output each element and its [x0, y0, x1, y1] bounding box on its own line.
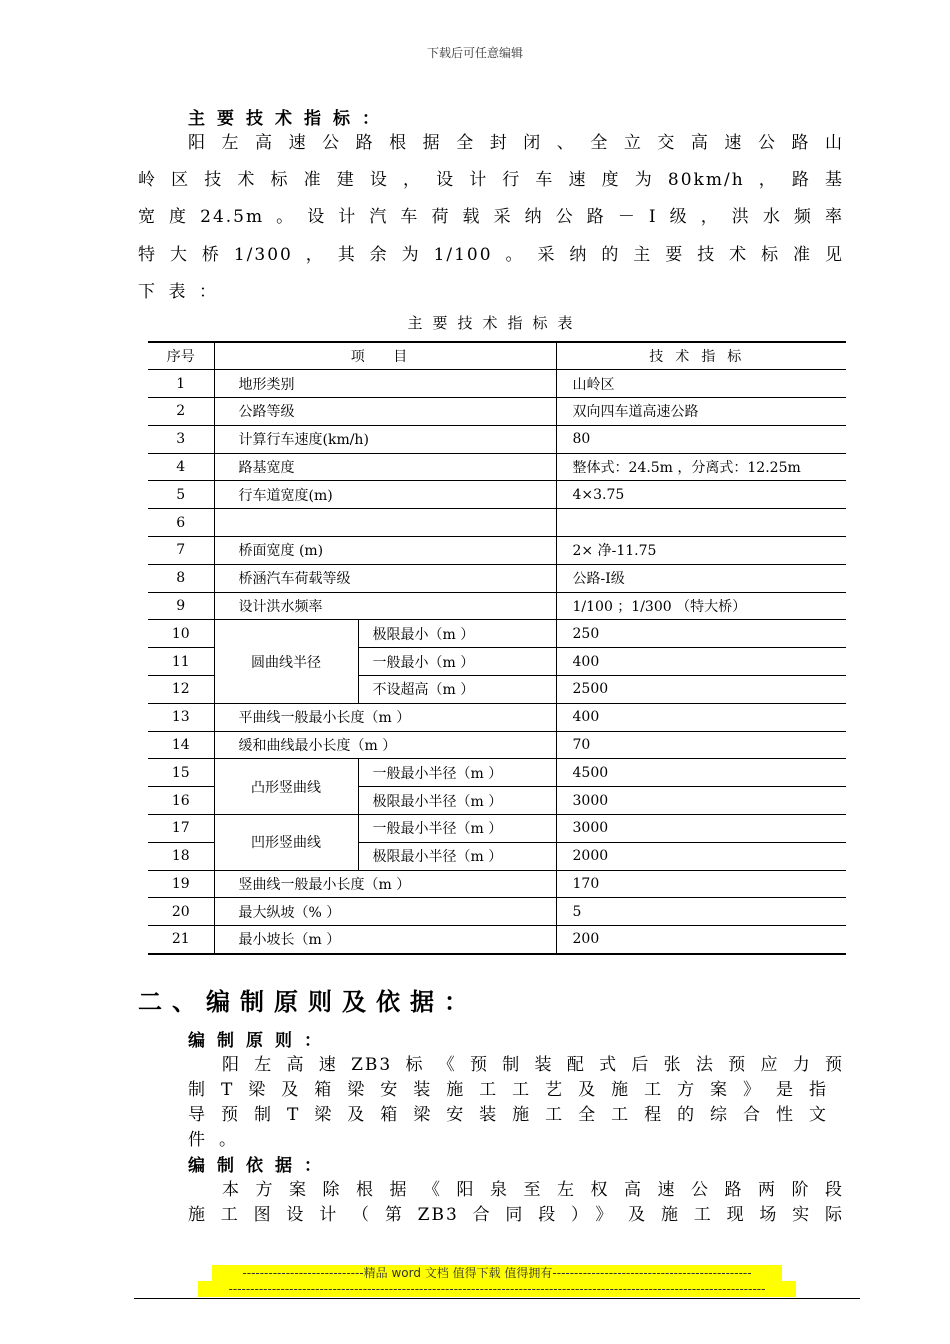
footer-dashes: ----------------------------------------------------------------------------------------------------------------------------: [198, 1281, 796, 1297]
row-value: 2× 净-11.75: [556, 537, 846, 565]
row-item: 最小坡长（m ）: [214, 926, 556, 954]
row-value: 2500: [556, 676, 846, 704]
table-header-row: [148, 342, 846, 370]
section-title: 二、编制原则及依据：: [138, 987, 478, 1016]
row-value: 1/100 ；1/300 （特大桥）: [556, 592, 846, 620]
row-value: 80: [556, 425, 846, 453]
row-no: 3: [148, 425, 214, 453]
header-no: 序号: [148, 342, 214, 370]
row-item: 计算行车速度(km/h): [214, 425, 556, 453]
row-item: 公路等级: [214, 398, 556, 426]
table-row: [148, 620, 846, 648]
row-value: [556, 509, 846, 537]
row-no: 8: [148, 564, 214, 592]
table-row: [148, 537, 846, 565]
row-value: 400: [556, 703, 846, 731]
row-item: [214, 509, 556, 537]
row-no: 15: [148, 759, 214, 787]
basis-heading: 编制依据：: [188, 1156, 333, 1176]
tech-heading: 主要技术指标：: [188, 109, 391, 129]
row-value: 公路-I级: [556, 564, 846, 592]
principle-heading: 编制原则：: [188, 1031, 333, 1051]
row-sub: 极限最小半径（m ）: [358, 842, 556, 870]
table-row: [148, 564, 846, 592]
row-item: 缓和曲线最小长度（m ）: [214, 731, 556, 759]
table-row: [148, 898, 846, 926]
tech-spec-table: [148, 341, 846, 955]
row-item: 桥涵汽车荷载等级: [214, 564, 556, 592]
table-row: [148, 398, 846, 426]
basis-line-1: 本方案除根据《阳泉至左权高速公路两阶段: [222, 1180, 844, 1200]
row-sub: 一般最小半径（m ）: [358, 759, 556, 787]
row-no: 2: [148, 398, 214, 426]
row-item: 地形类别: [214, 370, 556, 398]
row-no: 12: [148, 676, 214, 704]
tech-line-4: 特大桥1/300，其余为1/100。采纳的主要技术标准见: [138, 245, 844, 265]
row-item: 平曲线一般最小长度（m ）: [214, 703, 556, 731]
row-group: 圆曲线半径: [214, 620, 358, 703]
table-row: [148, 481, 846, 509]
row-value: 170: [556, 870, 846, 898]
row-value: 2000: [556, 842, 846, 870]
row-sub: 不设超高（m ）: [358, 676, 556, 704]
row-no: 11: [148, 648, 214, 676]
row-no: 18: [148, 842, 214, 870]
header-spec: 技术指标: [556, 342, 846, 370]
row-item: 路基宽度: [214, 453, 556, 481]
row-no: 20: [148, 898, 214, 926]
row-no: 19: [148, 870, 214, 898]
table-row: [148, 509, 846, 537]
row-sub: 一般最小（m ）: [358, 648, 556, 676]
row-value: 250: [556, 620, 846, 648]
row-value: 70: [556, 731, 846, 759]
row-sub: 极限最小（m ）: [358, 620, 556, 648]
row-value: 山岭区: [556, 370, 846, 398]
row-no: 1: [148, 370, 214, 398]
row-item: 设计洪水频率: [214, 592, 556, 620]
principle-line-1: 阳左高速ZB3标《预制装配式后张法预应力预: [222, 1055, 844, 1075]
tech-line-5: 下表：: [138, 282, 218, 302]
table-row: [148, 731, 846, 759]
row-no: 10: [148, 620, 214, 648]
bottom-rule: [134, 1298, 860, 1299]
table-row: [148, 926, 846, 954]
row-item: 竖曲线一般最小长度（m ）: [214, 870, 556, 898]
row-no: 17: [148, 815, 214, 843]
row-no: 6: [148, 509, 214, 537]
row-group: 凹形竖曲线: [214, 815, 358, 871]
row-no: 13: [148, 703, 214, 731]
row-value: 4×3.75: [556, 481, 846, 509]
tech-line-1: 阳左高速公路根据全封闭、全立交高速公路山: [188, 133, 844, 153]
row-no: 9: [148, 592, 214, 620]
tech-line-2: 岭区技术标准建设，设计行车速度为80km/h，路基: [138, 170, 844, 190]
table-row: [148, 592, 846, 620]
row-no: 7: [148, 537, 214, 565]
footer-banner: ----------------------------精品 word 文档 值得下载 值得拥有----------------------------------------------: [212, 1265, 782, 1281]
basis-line-2: 施工图设计（第ZB3合同段）》及施工现场实际: [188, 1205, 844, 1225]
table-row: [148, 370, 846, 398]
table-caption: 主要技术指标表: [407, 314, 583, 332]
row-item: 最大纵坡（% ）: [214, 898, 556, 926]
row-value: 5: [556, 898, 846, 926]
row-value: 整体式：24.5m ，分离式：12.25m: [556, 453, 846, 481]
row-value: 3000: [556, 787, 846, 815]
row-value: 4500: [556, 759, 846, 787]
row-group: 凸形竖曲线: [214, 759, 358, 815]
row-sub: 一般最小半径（m ）: [358, 815, 556, 843]
table-row: [148, 870, 846, 898]
tech-line-3: 宽度24.5m。设计汽车荷载采纳公路－Ⅰ级，洪水频率: [138, 207, 844, 227]
table-row: [148, 815, 846, 843]
row-no: 16: [148, 787, 214, 815]
table-row: [148, 703, 846, 731]
row-value: 双向四车道高速公路: [556, 398, 846, 426]
row-no: 5: [148, 481, 214, 509]
row-sub: 极限最小半径（m ）: [358, 787, 556, 815]
table-row: [148, 425, 846, 453]
table-row: [148, 759, 846, 787]
row-no: 4: [148, 453, 214, 481]
row-value: 3000: [556, 815, 846, 843]
row-no: 21: [148, 926, 214, 954]
row-value: 400: [556, 648, 846, 676]
principle-line-3: 导预制T梁及箱梁安装施工全工程的综合性文: [188, 1105, 828, 1125]
header-item: 项 目: [214, 342, 556, 370]
row-no: 14: [148, 731, 214, 759]
table-row: [148, 453, 846, 481]
page-header: 下载后可任意编辑: [426, 46, 523, 60]
row-item: 行车道宽度(m): [214, 481, 556, 509]
row-item: 桥面宽度 (m): [214, 537, 556, 565]
principle-line-4: 件。: [188, 1130, 238, 1150]
principle-line-2: 制T梁及箱梁安装施工工艺及施工方案》是指: [188, 1080, 828, 1100]
row-value: 200: [556, 926, 846, 954]
